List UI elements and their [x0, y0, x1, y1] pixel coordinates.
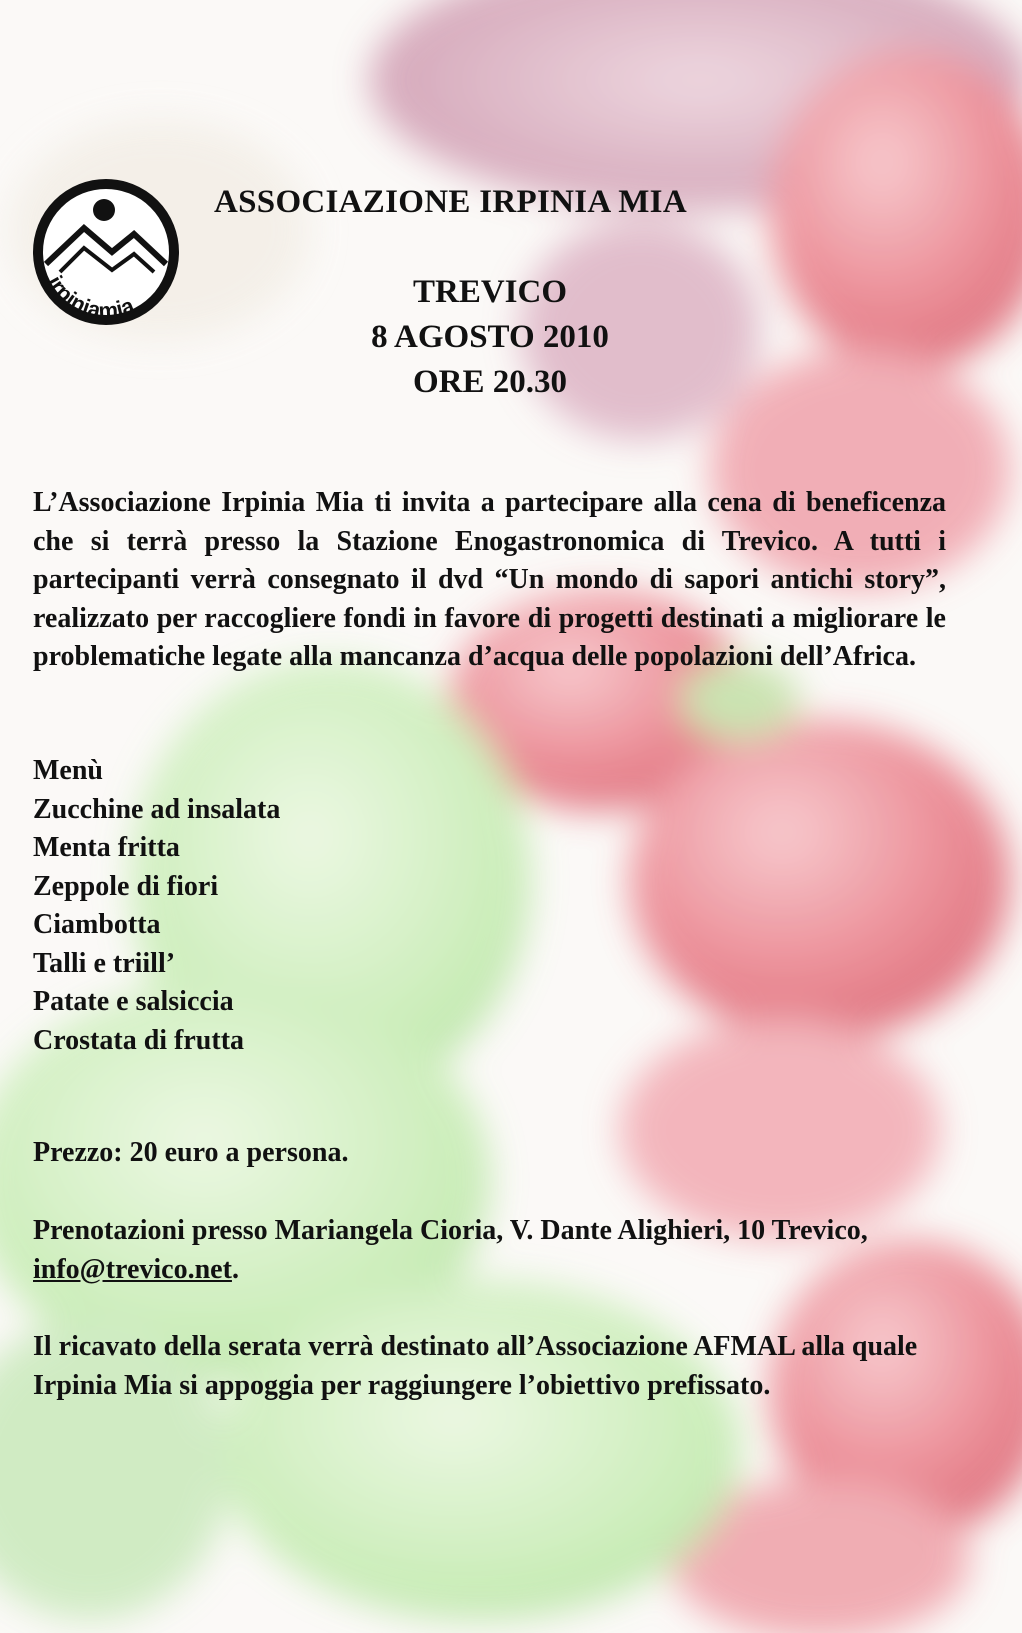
- price-line: Prezzo: 20 euro a persona.: [33, 1137, 349, 1168]
- event-date: 8 AGOSTO 2010: [371, 319, 609, 355]
- booking-info: [33, 1212, 953, 1289]
- menu-item: Crostata di frutta: [33, 1024, 245, 1056]
- closing-paragraph: Il ricavato della serata verrà destinato all’Associazione AFMAL alla quale Irpinia Mia si appoggia per raggiungere l’obiettivo prefissato.: [33, 1331, 918, 1401]
- email-link[interactable]: info@trevico.net: [33, 1253, 232, 1285]
- event-time: ORE 20.30: [412, 364, 567, 400]
- event-place: TREVICO: [412, 274, 568, 310]
- invitation-paragraph: L’Associazione Irpinia Mia ti invita a partecipare alla cena di beneficenza che si terrà presso la Stazione Enogastronomica di Trevico. A tutti i partecipanti verrà consegnato il dvd “Un mondo di sapori antichi story”, realizzato per raccogliere fondi in favore di progetti destinati a migliorare le problematiche legate alla mancanza d’acqua delle popolazioni dell’Africa.: [33, 487, 946, 672]
- menu-item: Talli e triill’: [33, 947, 176, 979]
- menu-list: [33, 752, 280, 1060]
- booking-suffix: .: [231, 1253, 239, 1285]
- irpinia-mia-logo: [26, 172, 186, 332]
- logo-wordmark: irpiniamia: [42, 271, 138, 324]
- menu-item: Zeppole di fiori: [33, 870, 219, 902]
- menu-item: Ciambotta: [33, 909, 161, 940]
- menu-item: Menta fritta: [33, 832, 180, 863]
- booking-text: Prenotazioni presso Mariangela Cioria, V. Dante Alighieri, 10 Trevico,: [33, 1215, 868, 1246]
- menu-item: Patate e salsiccia: [33, 986, 234, 1017]
- organization-title: ASSOCIAZIONE IRPINIA MIA: [214, 184, 687, 220]
- event-details: [240, 270, 740, 405]
- menu-title: Menù: [33, 755, 103, 786]
- menu-item: Zucchine ad insalata: [33, 793, 281, 825]
